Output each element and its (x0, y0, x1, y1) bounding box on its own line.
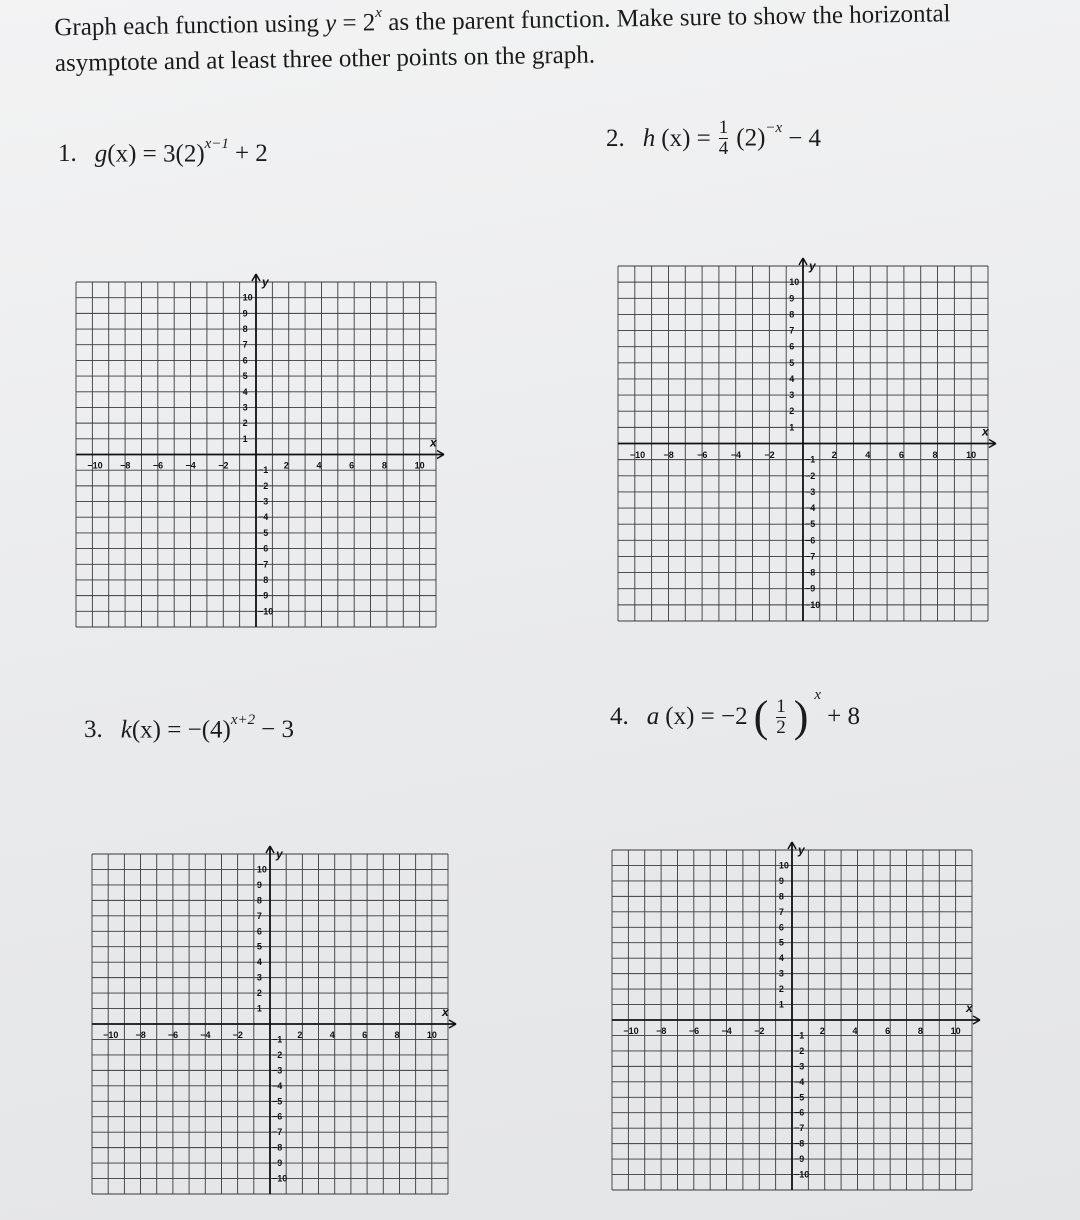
y-tick-label: −9 (805, 583, 816, 594)
y-tick-label: 10 (256, 864, 267, 875)
x-tick-label: −8 (656, 1025, 667, 1036)
y-tick-label: −7 (258, 559, 269, 570)
y-tick-label: −10 (794, 1169, 810, 1180)
function-name: h (642, 124, 656, 152)
y-tick-label: −3 (258, 496, 269, 507)
problem-2 (606, 118, 821, 159)
x-tick-label: 8 (932, 450, 938, 461)
y-tick-label: −8 (794, 1138, 805, 1149)
grid-svg (76, 275, 437, 627)
x-tick-label: 10 (966, 450, 977, 461)
y-axis-label: y (262, 275, 269, 289)
x-tick-label: −2 (232, 1029, 243, 1040)
y-tick-label: 6 (778, 922, 784, 933)
x-tick-label: 4 (329, 1029, 335, 1040)
x-tick-label: −10 (87, 460, 103, 471)
y-tick-label: −3 (272, 1065, 283, 1076)
y-tick-label: 6 (789, 341, 795, 352)
x-tick-label: −6 (167, 1029, 179, 1040)
y-tick-label: −10 (258, 606, 274, 617)
y-tick-label: −1 (258, 465, 269, 476)
function-exponent: x+2 (230, 712, 256, 728)
x-tick-label: −6 (697, 450, 708, 461)
y-tick-label: −1 (272, 1034, 283, 1045)
y-tick-label: 3 (789, 390, 795, 401)
y-tick-label: −4 (272, 1080, 283, 1091)
y-tick-label: 2 (778, 984, 784, 995)
y-tick-label: −8 (805, 567, 816, 578)
y-tick-label: 9 (778, 875, 784, 886)
function-exponent: x (814, 686, 822, 703)
y-tick-label: −9 (272, 1158, 283, 1169)
x-tick-label: 10 (414, 460, 425, 471)
x-tick-label: −4 (730, 450, 741, 461)
y-tick-label: −6 (258, 543, 269, 554)
function-tail: − 4 (788, 124, 822, 152)
function-tail: + 8 (827, 703, 860, 730)
y-tick-label: −8 (272, 1142, 283, 1153)
x-tick-label: 10 (426, 1029, 437, 1040)
y-tick-label: −5 (272, 1096, 283, 1107)
y-tick-label: −7 (805, 551, 816, 562)
x-tick-label: 6 (898, 450, 904, 461)
y-tick-label: −3 (794, 1061, 805, 1072)
x-tick-label: 2 (297, 1029, 303, 1040)
y-tick-label: −1 (794, 1030, 805, 1041)
x-tick-label: −8 (663, 450, 674, 461)
y-tick-label: 10 (789, 277, 800, 288)
instructions-text-b: as the parent function. Make sure to show the horizontal (388, 0, 951, 37)
y-tick-label: 10 (242, 292, 253, 303)
problem-number: 4. (610, 703, 629, 730)
y-tick-label: −1 (805, 454, 816, 465)
grid-svg (618, 259, 989, 621)
y-tick-label: −5 (258, 527, 269, 538)
x-tick-label: 10 (950, 1025, 961, 1036)
y-tick-label: 5 (256, 941, 262, 952)
y-tick-label: −8 (258, 574, 269, 585)
instructions (54, 0, 1045, 82)
x-tick-label: 4 (865, 450, 871, 461)
x-tick-label: −2 (754, 1025, 765, 1036)
grid-svg (92, 847, 449, 1194)
y-tick-label: −2 (794, 1045, 805, 1056)
function-body: (x) = −(4) (131, 716, 231, 744)
y-tick-label: −2 (805, 470, 816, 481)
y-tick-label: 5 (778, 937, 784, 948)
fraction (719, 118, 729, 159)
y-tick-label: −4 (805, 503, 816, 514)
x-tick-label: −8 (135, 1029, 146, 1040)
instructions-text-a: Graph each function using (54, 10, 320, 42)
y-tick-label: 3 (242, 402, 248, 413)
function-body: (x) = (661, 124, 711, 152)
y-tick-label: 8 (242, 324, 248, 335)
y-tick-label: 8 (256, 895, 262, 906)
y-tick-label: 4 (778, 953, 784, 964)
parent-function-exp: x (375, 4, 382, 21)
fraction-denominator: 2 (776, 716, 786, 738)
y-tick-label: 9 (256, 879, 262, 890)
function-tail: + 2 (234, 140, 268, 168)
x-tick-label: −4 (200, 1029, 211, 1040)
y-tick-label: −10 (272, 1173, 288, 1184)
function-name: k (120, 716, 132, 744)
y-tick-label: −9 (258, 590, 269, 601)
x-tick-label: 8 (394, 1029, 400, 1040)
y-tick-label: 1 (778, 999, 784, 1010)
y-tick-label: 6 (242, 355, 248, 366)
graph-grid-2[interactable] (618, 259, 989, 621)
x-tick-label: 8 (381, 460, 387, 471)
y-tick-label: −7 (272, 1127, 283, 1138)
y-tick-label: −7 (794, 1123, 805, 1134)
y-tick-label: 9 (242, 308, 248, 319)
function-base: (2) (736, 124, 766, 152)
y-tick-label: −3 (805, 486, 816, 497)
graph-grid-3[interactable] (92, 847, 449, 1194)
x-tick-label: −6 (152, 460, 164, 471)
x-tick-label: 2 (831, 450, 837, 461)
fraction (776, 697, 786, 738)
y-tick-label: 1 (256, 1003, 262, 1014)
fraction-numerator: 1 (776, 695, 786, 717)
x-tick-label: 8 (917, 1025, 923, 1036)
problem-number: 1. (58, 140, 77, 168)
y-tick-label: −10 (805, 599, 821, 610)
x-tick-label: −10 (623, 1025, 639, 1036)
y-tick-label: 4 (242, 386, 248, 397)
y-tick-label: −5 (794, 1092, 805, 1103)
x-tick-label: −2 (764, 450, 775, 461)
parent-function-eq: = 2 (342, 9, 376, 37)
problem-number: 2. (606, 124, 625, 152)
y-tick-label: −9 (794, 1154, 805, 1165)
x-tick-label: −4 (185, 460, 196, 471)
y-tick-label: 2 (256, 988, 262, 999)
function-name: a (646, 703, 660, 730)
y-tick-label: 5 (789, 357, 795, 368)
function-body: (x) = 3(2) (107, 140, 205, 168)
left-paren: ( (753, 692, 769, 741)
y-tick-label: −6 (794, 1107, 805, 1118)
fraction-numerator: 1 (718, 117, 729, 138)
graph-grid-4[interactable] (612, 843, 973, 1190)
y-tick-label: −6 (805, 535, 816, 546)
x-tick-label: −10 (629, 450, 646, 461)
y-tick-label: 2 (242, 418, 248, 429)
y-tick-label: 7 (242, 339, 248, 350)
y-tick-label: 1 (789, 422, 795, 433)
function-body: (x) = −2 (665, 703, 748, 730)
x-axis-label: x (982, 424, 989, 439)
function-tail: − 3 (261, 716, 294, 744)
x-tick-label: −2 (218, 460, 229, 471)
function-exponent: x−1 (204, 136, 229, 152)
y-tick-label: 4 (256, 957, 262, 968)
x-axis-label: x (442, 1005, 449, 1019)
problem-3 (84, 712, 294, 744)
problem-4 (610, 686, 860, 741)
x-tick-label: 2 (819, 1025, 825, 1036)
y-tick-label: −5 (805, 519, 816, 530)
y-tick-label: 7 (256, 910, 262, 921)
x-tick-label: 4 (852, 1025, 858, 1036)
grid-svg (612, 843, 973, 1190)
y-tick-label: 3 (778, 968, 784, 979)
y-tick-label: 3 (256, 972, 262, 983)
y-tick-label: 8 (778, 891, 784, 902)
y-tick-label: −4 (258, 512, 269, 523)
y-tick-label: 2 (789, 406, 795, 417)
problem-1 (58, 136, 268, 168)
parent-function-var: y (324, 9, 337, 38)
instructions-line-2: asymptote and at least three other points on the graph. (54, 41, 596, 78)
x-tick-label: 2 (283, 460, 289, 471)
x-tick-label: 6 (362, 1029, 368, 1040)
function-name: g (94, 140, 108, 168)
y-tick-label: 1 (242, 433, 248, 444)
y-tick-label: −2 (258, 480, 269, 491)
x-tick-label: 4 (316, 460, 322, 471)
y-tick-label: −6 (272, 1111, 283, 1122)
y-axis-label: y (798, 843, 805, 857)
x-tick-label: 6 (885, 1025, 891, 1036)
y-tick-label: 7 (789, 325, 795, 336)
y-tick-label: 8 (789, 309, 795, 320)
x-tick-label: −4 (721, 1025, 732, 1036)
x-tick-label: −10 (103, 1029, 119, 1040)
x-axis-label: x (430, 435, 437, 450)
y-tick-label: 6 (256, 926, 262, 937)
right-paren: ) (793, 692, 809, 741)
y-tick-label: 7 (778, 906, 784, 917)
x-tick-label: −6 (688, 1025, 700, 1036)
function-exponent: −x (765, 120, 783, 137)
y-tick-label: −2 (272, 1049, 283, 1060)
y-axis-label: y (276, 847, 283, 861)
problem-number: 3. (84, 716, 103, 744)
y-tick-label: 5 (242, 371, 248, 382)
y-tick-label: 10 (778, 860, 789, 871)
graph-grid-1[interactable] (76, 275, 437, 627)
y-tick-label: 9 (789, 293, 795, 304)
y-axis-label: y (809, 259, 816, 273)
fraction-denominator: 4 (718, 138, 729, 159)
x-axis-label: x (966, 1001, 973, 1015)
y-tick-label: 4 (789, 373, 795, 384)
x-tick-label: 6 (349, 460, 355, 471)
y-tick-label: −4 (794, 1076, 805, 1087)
x-tick-label: −8 (120, 460, 131, 471)
